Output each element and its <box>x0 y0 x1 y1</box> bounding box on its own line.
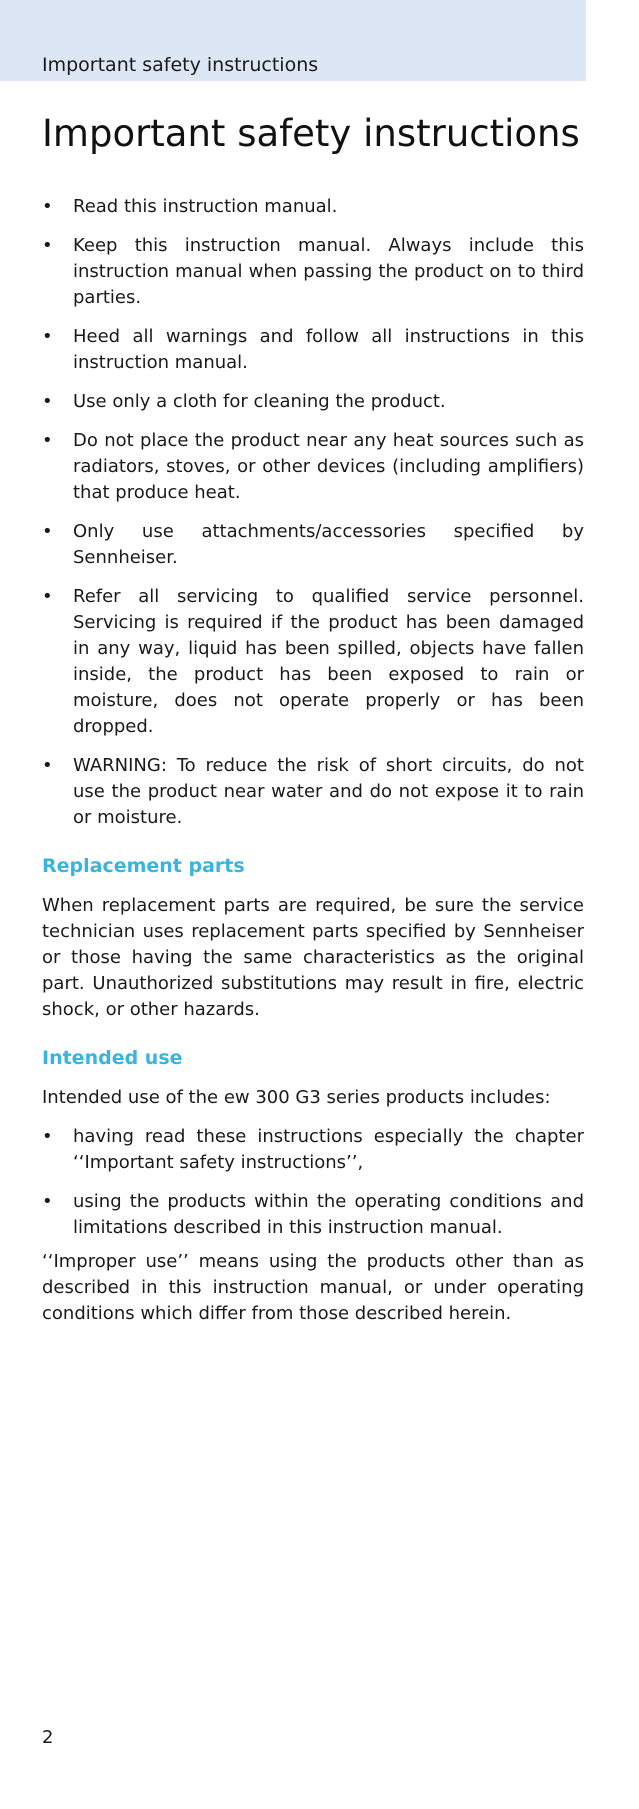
bullet-icon: • <box>42 1191 53 1212</box>
page-content <box>42 112 584 1340</box>
safety-instructions-list <box>42 194 584 831</box>
intended-use-list <box>42 1124 584 1241</box>
bullet-icon: • <box>42 326 53 347</box>
bullet-icon: • <box>42 430 53 451</box>
list-item <box>42 584 584 740</box>
list-item <box>42 389 584 415</box>
bullet-icon: • <box>42 235 53 256</box>
list-item <box>42 1189 584 1241</box>
list-item-text: Do not place the product near any heat sources such as radiators, stoves, or other devices (including amplifiers) that produce heat. <box>73 430 584 503</box>
list-item-text: Keep this instruction manual. Always include this instruction manual when passing the product on to third parties. <box>73 235 584 308</box>
bullet-icon: • <box>42 391 53 412</box>
bullet-icon: • <box>42 196 53 217</box>
bullet-icon: • <box>42 755 53 776</box>
list-item <box>42 428 584 506</box>
list-item <box>42 194 584 220</box>
list-item <box>42 519 584 571</box>
list-item <box>42 324 584 376</box>
bullet-icon: • <box>42 521 53 542</box>
intended-use-intro: Intended use of the ew 300 G3 series products includes: <box>42 1087 551 1108</box>
list-item-text: Refer all servicing to qualified service personnel. Servicing is required if the product has been damaged in any way, liquid has been spilled, objects have fallen inside, the product has been exposed to rain or moisture, does not operate properly or has been dropped. <box>73 586 584 737</box>
list-item <box>42 753 584 831</box>
replacement-parts-text: When replacement parts are required, be sure the service technician uses replacement parts specified by Sennheiser or those having the same characteristics as the original part. Unauthorized substitutions may result in fire, electric shock, or other hazards. <box>42 895 584 1020</box>
section-heading-intended-use: Intended use <box>42 1047 183 1069</box>
list-item-text: WARNING: To reduce the risk of short circuits, do not use the product near water and do not expose it to rain or moisture. <box>73 755 584 828</box>
running-header: Important safety instructions <box>42 54 319 76</box>
bullet-icon: • <box>42 1126 53 1147</box>
list-item <box>42 233 584 311</box>
list-item <box>42 1124 584 1176</box>
list-item-text: having read these instructions especially the chapter ‘‘Important safety instructions’’, <box>73 1126 584 1173</box>
list-item-text: Read this instruction manual. <box>73 196 338 217</box>
section-heading-replacement-parts: Replacement parts <box>42 855 245 877</box>
improper-use-text: ‘‘Improper use’’ means using the products other than as described in this instruction manual, or under operating conditions which differ from those described herein. <box>42 1251 584 1324</box>
page-title: Important safety instructions <box>42 112 580 155</box>
list-item-text: Only use attachments/accessories specified by Sennheiser. <box>73 521 584 568</box>
list-item-text: using the products within the operating conditions and limitations described in this instruction manual. <box>73 1191 584 1238</box>
list-item-text: Use only a cloth for cleaning the product. <box>73 391 446 412</box>
bullet-icon: • <box>42 586 53 607</box>
list-item-text: Heed all warnings and follow all instructions in this instruction manual. <box>73 326 584 373</box>
page-number: 2 <box>42 1727 54 1748</box>
